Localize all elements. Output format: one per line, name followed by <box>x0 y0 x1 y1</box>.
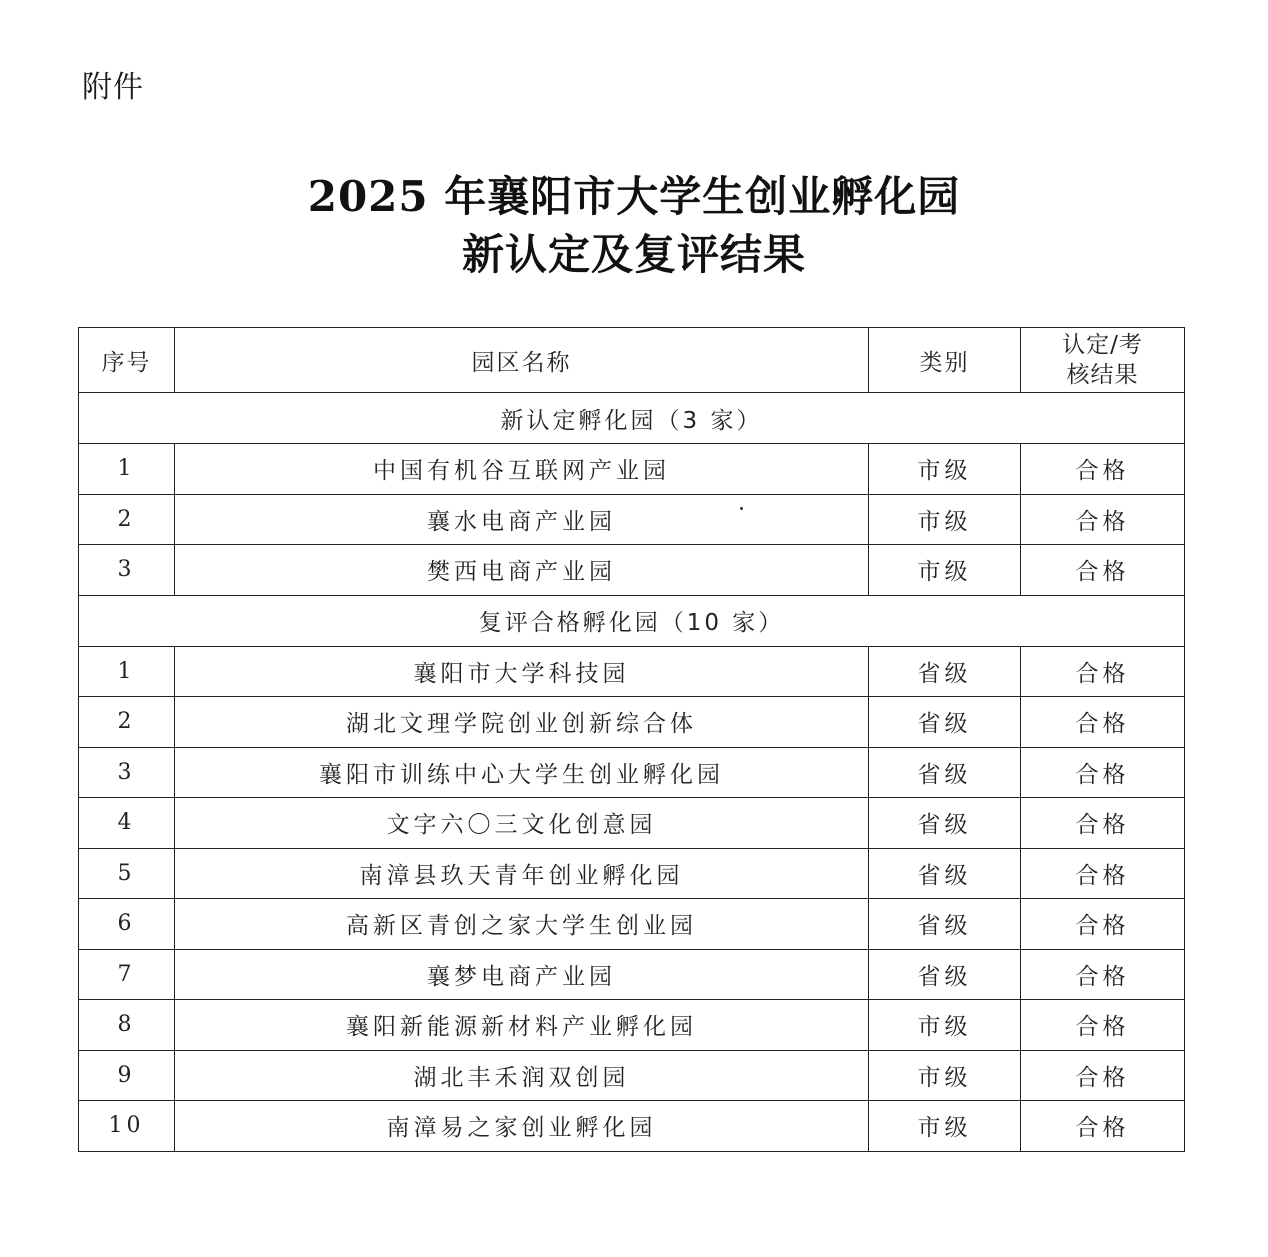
section-header-row <box>79 595 1185 646</box>
table-row <box>79 848 1185 899</box>
row-index: 7 <box>79 949 175 1000</box>
header-result <box>1021 328 1185 393</box>
row-result: 合格 <box>1021 899 1185 950</box>
row-park-name: 南漳易之家创业孵化园 <box>175 1101 869 1152</box>
table-row <box>79 747 1185 798</box>
row-category: 市级 <box>869 1050 1021 1101</box>
row-category: 省级 <box>869 697 1021 748</box>
row-category: 市级 <box>869 494 1021 545</box>
row-category: 省级 <box>869 798 1021 849</box>
row-result: 合格 <box>1021 1101 1185 1152</box>
table-row <box>79 444 1185 495</box>
row-index: 4 <box>79 798 175 849</box>
row-index: 3 <box>79 545 175 596</box>
results-table <box>78 327 1185 1152</box>
attachment-label: 附件 <box>82 70 144 105</box>
scan-speck <box>740 507 743 510</box>
row-index: 5 <box>79 848 175 899</box>
table-header-row <box>79 328 1185 393</box>
row-park-name: 湖北文理学院创业创新综合体 <box>175 697 869 748</box>
section-header-row <box>79 393 1185 444</box>
row-index: 1 <box>79 646 175 697</box>
row-result: 合格 <box>1021 798 1185 849</box>
row-park-name: 襄阳市大学科技园 <box>175 646 869 697</box>
row-category: 市级 <box>869 1000 1021 1051</box>
row-result: 合格 <box>1021 494 1185 545</box>
row-index: 9 <box>79 1050 175 1101</box>
table-row <box>79 1050 1185 1101</box>
document-title-line-2: 新认定及复评结果 <box>461 230 806 279</box>
table-row <box>79 899 1185 950</box>
row-category: 省级 <box>869 848 1021 899</box>
row-index: 10 <box>79 1101 175 1152</box>
row-result: 合格 <box>1021 848 1185 899</box>
row-result: 合格 <box>1021 646 1185 697</box>
section-title: 复评合格孵化园（10 家） <box>79 595 1185 646</box>
table-row <box>79 545 1185 596</box>
row-index: 2 <box>79 494 175 545</box>
row-category: 省级 <box>869 949 1021 1000</box>
row-result: 合格 <box>1021 444 1185 495</box>
header-index: 序号 <box>79 328 175 393</box>
row-park-name: 襄阳新能源新材料产业孵化园 <box>175 1000 869 1051</box>
row-category: 市级 <box>869 545 1021 596</box>
row-index: 8 <box>79 1000 175 1051</box>
table-row <box>79 798 1185 849</box>
row-category: 省级 <box>869 646 1021 697</box>
row-park-name: 南漳县玖天青年创业孵化园 <box>175 848 869 899</box>
table-row <box>79 494 1185 545</box>
table-row <box>79 646 1185 697</box>
header-type: 类别 <box>869 328 1021 393</box>
document-title-line-1: 2025 年襄阳市大学生创业孵化园 <box>307 172 961 221</box>
row-category: 市级 <box>869 444 1021 495</box>
row-park-name: 湖北丰禾润双创园 <box>175 1050 869 1101</box>
row-result: 合格 <box>1021 949 1185 1000</box>
row-index: 3 <box>79 747 175 798</box>
row-park-name: 高新区青创之家大学生创业园 <box>175 899 869 950</box>
table-row <box>79 949 1185 1000</box>
row-result: 合格 <box>1021 697 1185 748</box>
row-park-name: 襄阳市训练中心大学生创业孵化园 <box>175 747 869 798</box>
row-index: 6 <box>79 899 175 950</box>
row-park-name: 襄水电商产业园 <box>175 494 869 545</box>
row-index: 1 <box>79 444 175 495</box>
row-result: 合格 <box>1021 747 1185 798</box>
header-result-text: 认定/考核结果 <box>1062 332 1143 388</box>
table-row <box>79 697 1185 748</box>
row-index: 2 <box>79 697 175 748</box>
row-park-name: 襄梦电商产业园 <box>175 949 869 1000</box>
row-park-name: 文字六〇三文化创意园 <box>175 798 869 849</box>
section-title: 新认定孵化园（3 家） <box>79 393 1185 444</box>
row-result: 合格 <box>1021 1050 1185 1101</box>
table-row <box>79 1000 1185 1051</box>
row-park-name: 樊西电商产业园 <box>175 545 869 596</box>
row-result: 合格 <box>1021 545 1185 596</box>
row-category: 省级 <box>869 747 1021 798</box>
row-category: 市级 <box>869 1101 1021 1152</box>
row-park-name: 中国有机谷互联网产业园 <box>175 444 869 495</box>
table-row <box>79 1101 1185 1152</box>
table-body <box>79 393 1185 1152</box>
row-category: 省级 <box>869 899 1021 950</box>
header-name: 园区名称 <box>175 328 869 393</box>
row-result: 合格 <box>1021 1000 1185 1051</box>
